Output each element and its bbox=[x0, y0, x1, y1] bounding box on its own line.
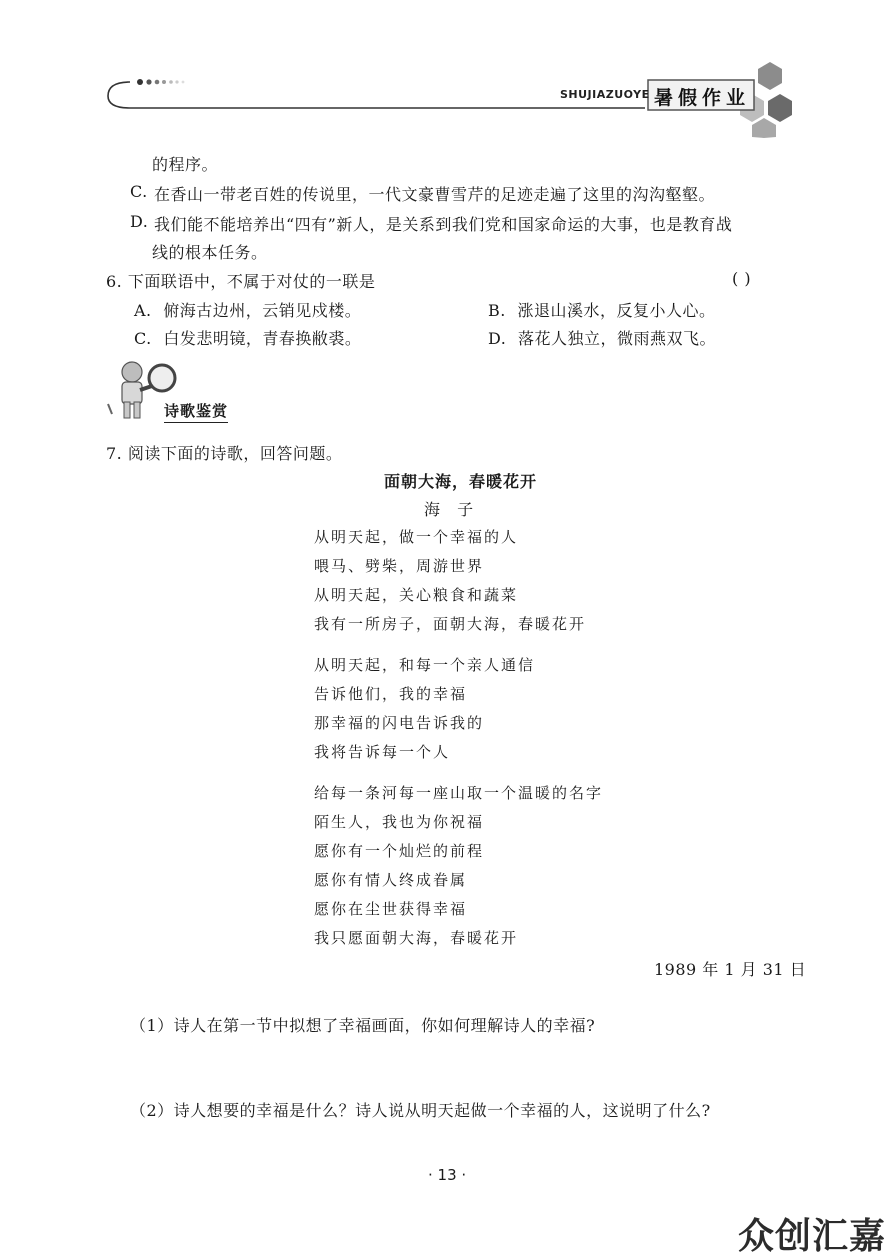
q5-line0: 的程序。 bbox=[152, 155, 219, 174]
q7-subquestion-2: （2）诗人想要的幸福是什么？诗人说从明天起做一个幸福的人，这说明了什么? bbox=[130, 1101, 711, 1120]
q6-option-d-label: D. bbox=[488, 329, 507, 348]
q7-subquestion-1: （1）诗人在第一节中拟想了幸福画面，你如何理解诗人的幸福? bbox=[130, 1016, 596, 1035]
q5-option-c-label: C. bbox=[130, 182, 148, 201]
poem-line: 我将告诉每一个人 bbox=[314, 743, 451, 761]
q6-option-b-label: B. bbox=[488, 301, 506, 320]
poem-line: 从明天起，做一个幸福的人 bbox=[314, 528, 519, 546]
q6-option-d-text: 落花人独立，微雨燕双飞。 bbox=[517, 329, 716, 348]
poem-date: 1989 年 1 月 31 日 bbox=[654, 960, 807, 979]
q6-option-a-label: A. bbox=[134, 301, 152, 320]
q5-option-d-text2: 线的根本任务。 bbox=[152, 243, 268, 262]
poem-line: 愿你有一个灿烂的前程 bbox=[314, 842, 485, 860]
poem-line: 我有一所房子，面朝大海，春暖花开 bbox=[314, 615, 587, 633]
poem-line: 那幸福的闪电告诉我的 bbox=[314, 714, 485, 732]
poem-line: 告诉他们，我的幸福 bbox=[314, 685, 468, 703]
poem-title: 面朝大海，春暖花开 bbox=[384, 472, 538, 491]
poem-author: 海 子 bbox=[424, 500, 480, 519]
q6-option-a-text: 俯海古边州，云销见戍楼。 bbox=[163, 301, 362, 320]
poem-line: 陌生人，我也为你祝福 bbox=[314, 813, 485, 831]
poem-line: 愿你在尘世获得幸福 bbox=[314, 900, 468, 918]
q6-option-d bbox=[488, 326, 716, 349]
section-title: 诗歌鉴赏 bbox=[164, 400, 228, 423]
q6-option-a bbox=[134, 298, 361, 321]
q6-stem: 6. 下面联语中，不属于对仗的一联是 bbox=[106, 272, 376, 291]
q5-option-d-text: 我们能不能培养出“四有”新人，是关系到我们党和国家命运的大事，也是教育战 bbox=[154, 215, 733, 234]
page-number: · 13 · bbox=[428, 1166, 467, 1184]
watermark: 众创汇嘉 bbox=[738, 1216, 887, 1257]
q5-option-d-label: D. bbox=[130, 212, 149, 231]
poem-line: 从明天起，关心粮食和蔬菜 bbox=[314, 586, 519, 604]
q6-option-c-text: 白发悲明镜，青春换敝裘。 bbox=[163, 329, 362, 348]
poem-line: 从明天起，和每一个亲人通信 bbox=[314, 656, 536, 674]
q6-option-c-label: C. bbox=[134, 329, 152, 348]
q6-option-b-text: 涨退山溪水，反复小人心。 bbox=[517, 301, 716, 320]
q6-answer-paren: ( ) bbox=[732, 269, 752, 288]
poem-line: 我只愿面朝大海，春暖花开 bbox=[314, 929, 519, 947]
header-label-en: SHUJIAZUOYE bbox=[560, 88, 650, 101]
q5-option-c-text: 在香山一带老百姓的传说里，一代文豪曹雪芹的足迹走遍了这里的沟沟壑壑。 bbox=[154, 185, 716, 204]
q6-option-b bbox=[488, 298, 715, 321]
poem-line: 喂马、劈柴，周游世界 bbox=[314, 557, 485, 575]
q7-stem: 7. 阅读下面的诗歌，回答问题。 bbox=[106, 444, 343, 463]
header-label-cn: 暑假作业 bbox=[654, 87, 751, 109]
poem-line: 愿你有情人终成眷属 bbox=[314, 871, 468, 889]
poem-line: 给每一条河每一座山取一个温暖的名字 bbox=[314, 784, 604, 802]
q6-option-c bbox=[134, 326, 361, 349]
